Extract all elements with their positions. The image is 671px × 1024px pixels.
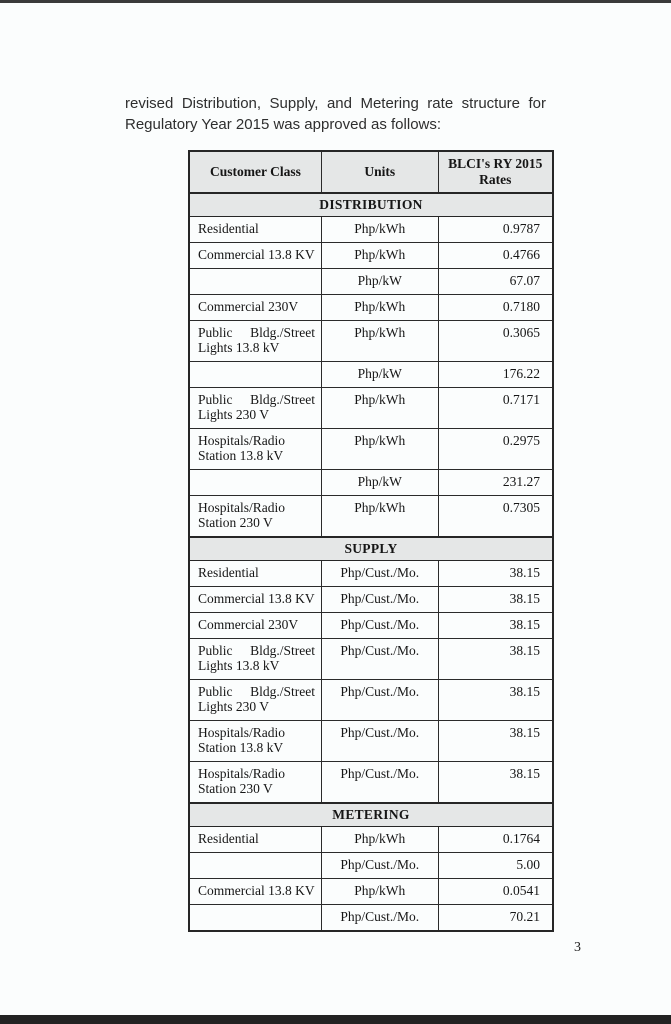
customer-class-cell: Residential [189, 827, 321, 853]
table-row [189, 762, 553, 804]
rate-cell: 0.2975 [438, 429, 553, 470]
section-title: METERING [189, 803, 553, 827]
table-header-row [189, 151, 553, 193]
customer-class-cell: Public Bldg./Street Lights 13.8 kV [189, 639, 321, 680]
customer-class-cell [189, 269, 321, 295]
customer-class-cell: Residential [189, 561, 321, 587]
rate-cell: 0.7180 [438, 295, 553, 321]
section-header-row [189, 537, 553, 561]
customer-class-cell: Public Bldg./Street Lights 13.8 kV [189, 321, 321, 362]
rate-cell: 0.3065 [438, 321, 553, 362]
table-row [189, 388, 553, 429]
customer-class-cell: Hospitals/Radio Station 13.8 kV [189, 721, 321, 762]
table-row [189, 827, 553, 853]
rate-cell: 38.15 [438, 613, 553, 639]
scan-bottom-edge [0, 1015, 671, 1024]
units-cell: Php/kWh [321, 496, 438, 538]
customer-class-cell: Commercial 13.8 KV [189, 587, 321, 613]
units-cell: Php/kWh [321, 295, 438, 321]
units-cell: Php/Cust./Mo. [321, 680, 438, 721]
table-row [189, 639, 553, 680]
rate-cell: 0.9787 [438, 217, 553, 243]
units-cell: Php/Cust./Mo. [321, 721, 438, 762]
table-row [189, 496, 553, 538]
units-cell: Php/kWh [321, 827, 438, 853]
customer-class-cell: Commercial 230V [189, 295, 321, 321]
customer-class-cell: Hospitals/Radio Station 13.8 kV [189, 429, 321, 470]
customer-class-cell [189, 853, 321, 879]
table-row [189, 561, 553, 587]
units-cell: Php/kWh [321, 388, 438, 429]
rate-cell: 38.15 [438, 680, 553, 721]
rate-cell: 0.4766 [438, 243, 553, 269]
intro-paragraph [125, 93, 546, 135]
scan-top-edge [0, 0, 671, 3]
units-cell: Php/Cust./Mo. [321, 762, 438, 804]
units-cell: Php/kWh [321, 217, 438, 243]
section-header-row [189, 193, 553, 217]
customer-class-cell: Commercial 13.8 KV [189, 243, 321, 269]
units-cell: Php/kWh [321, 321, 438, 362]
rate-cell: 231.27 [438, 470, 553, 496]
rate-cell: 176.22 [438, 362, 553, 388]
rate-cell: 38.15 [438, 561, 553, 587]
rate-cell: 5.00 [438, 853, 553, 879]
rate-cell: 0.1764 [438, 827, 553, 853]
units-cell: Php/kW [321, 269, 438, 295]
table-row [189, 613, 553, 639]
customer-class-cell [189, 905, 321, 932]
customer-class-cell: Public Bldg./Street Lights 230 V [189, 680, 321, 721]
table-row [189, 853, 553, 879]
units-cell: Php/kW [321, 470, 438, 496]
customer-class-cell [189, 362, 321, 388]
section-title: SUPPLY [189, 537, 553, 561]
units-cell: Php/Cust./Mo. [321, 853, 438, 879]
column-header-rates: BLCI's RY 2015 Rates [438, 151, 553, 193]
column-header-units: Units [321, 151, 438, 193]
table-row [189, 217, 553, 243]
units-cell: Php/kWh [321, 879, 438, 905]
section-title: DISTRIBUTION [189, 193, 553, 217]
rate-cell: 0.7171 [438, 388, 553, 429]
customer-class-cell: Commercial 230V [189, 613, 321, 639]
units-cell: Php/kWh [321, 243, 438, 269]
rates-table [188, 150, 554, 932]
units-cell: Php/kWh [321, 429, 438, 470]
customer-class-cell: Hospitals/Radio Station 230 V [189, 762, 321, 804]
units-cell: Php/Cust./Mo. [321, 613, 438, 639]
rate-cell: 0.0541 [438, 879, 553, 905]
rate-cell: 38.15 [438, 587, 553, 613]
rate-cell: 0.7305 [438, 496, 553, 538]
table-row [189, 879, 553, 905]
table-row [189, 362, 553, 388]
units-cell: Php/Cust./Mo. [321, 639, 438, 680]
table-row [189, 680, 553, 721]
table-row [189, 269, 553, 295]
customer-class-cell: Hospitals/Radio Station 230 V [189, 496, 321, 538]
table-row [189, 470, 553, 496]
intro-line-2: Regulatory Year 2015 was approved as follows: [125, 116, 442, 133]
table-row [189, 295, 553, 321]
units-cell: Php/Cust./Mo. [321, 905, 438, 932]
customer-class-cell: Residential [189, 217, 321, 243]
table-row [189, 905, 553, 932]
table-row [189, 721, 553, 762]
customer-class-cell: Commercial 13.8 KV [189, 879, 321, 905]
rate-cell: 38.15 [438, 762, 553, 804]
units-cell: Php/kW [321, 362, 438, 388]
customer-class-cell: Public Bldg./Street Lights 230 V [189, 388, 321, 429]
units-cell: Php/Cust./Mo. [321, 561, 438, 587]
rate-cell: 38.15 [438, 721, 553, 762]
page-number: 3 [574, 940, 581, 955]
table-row [189, 243, 553, 269]
rate-cell: 70.21 [438, 905, 553, 932]
table-row [189, 321, 553, 362]
rate-cell: 38.15 [438, 639, 553, 680]
customer-class-cell [189, 470, 321, 496]
intro-line-1: revised Distribution, Supply, and Metering rate structure for [125, 95, 546, 112]
units-cell: Php/Cust./Mo. [321, 587, 438, 613]
section-header-row [189, 803, 553, 827]
column-header-customer-class: Customer Class [189, 151, 321, 193]
table-row [189, 587, 553, 613]
rate-cell: 67.07 [438, 269, 553, 295]
table-row [189, 429, 553, 470]
